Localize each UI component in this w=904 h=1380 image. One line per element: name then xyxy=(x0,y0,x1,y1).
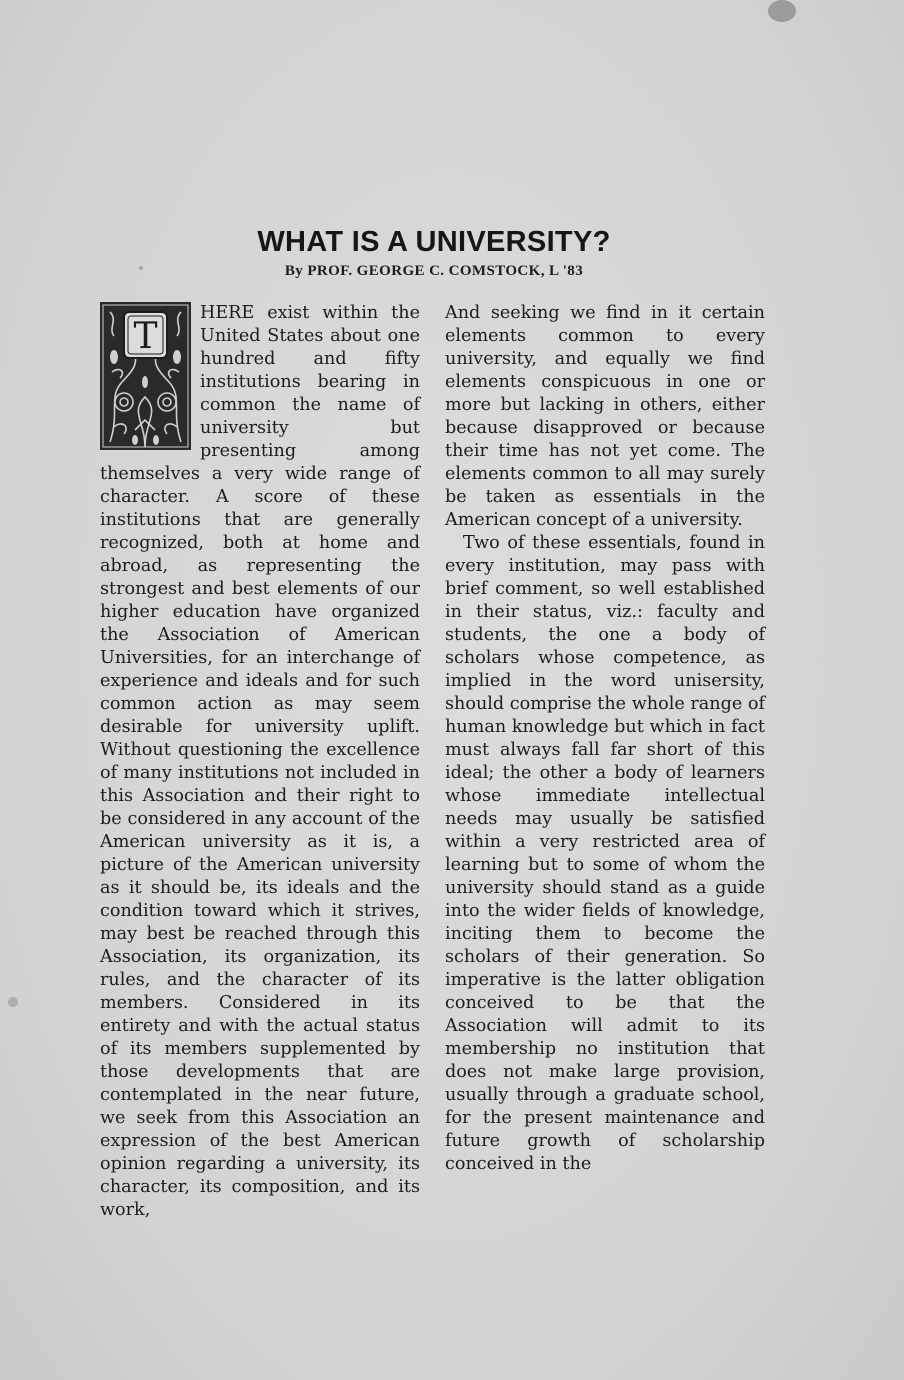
scan-blemish xyxy=(768,0,796,22)
right-paragraph-1: And seeking we find in it certain elements common to every university, and equally we find elements conspicuous in one or more but lacking in others, either because disapproved or because their time has not yet come. The elements common to all may surely be taken as essentials in the American concept of a university. xyxy=(445,303,765,530)
article-byline: By PROF. GEORGE C. COMSTOCK, L '83 xyxy=(284,263,584,279)
left-column xyxy=(100,302,420,1222)
right-paragraph-2: Two of these essentials, found in every institution, may pass with brief comment, so well established in their status, viz.: faculty and students, the one a body of scholars whose competence, as implied in the word unisersity, should comprise the whole range of human knowledge but which in fact must always fall far short of this ideal; the other a body of learners whose immediate intellectual needs may usually be satisfied within a very restricted area of learning but to some of whom the university should stand as a guide into the wider fields of knowledge, inciting them to become the scholars of their generation. So imperative is the latter obligation conceived to be that the Association will admit to its membership no institution that does not make large provision, usually through a graduate school, for the present maintenance and future growth of scholarship conceived in the xyxy=(445,533,765,1174)
left-column-text: HERE exist within the United States about one hundred and fifty institutions bearing in common the name of university but presenting among themselves a very wide range of character. A score of these institutions that are generally recognized, both at home and abroad, as representing the strongest and best elements of our higher education have organized the Association of American Universities, for an interchange of experience and ideals and for such common action as may seem desirable for university uplift. Without questioning the excellence of many institutions not included in this Association and their right to be considered in any account of the American university as it is, a picture of the American university as it should be, its ideals and the condition toward which it strives, may best be reached through this Association, its organization, its rules, and the character of its members. Considered in its entirety and with the actual status of its members supplemented by those developments that are contemplated in the near future, we seek from this Association an expression of the best American opinion regarding a university, its character, its composition, and its work, xyxy=(100,303,420,1220)
ornamental-dropcap xyxy=(100,302,191,450)
article-title: WHAT IS A UNIVERSITY? xyxy=(257,226,611,258)
right-column xyxy=(445,302,765,1176)
dropcap-letter: T xyxy=(133,316,158,357)
scan-blemish xyxy=(8,997,18,1007)
